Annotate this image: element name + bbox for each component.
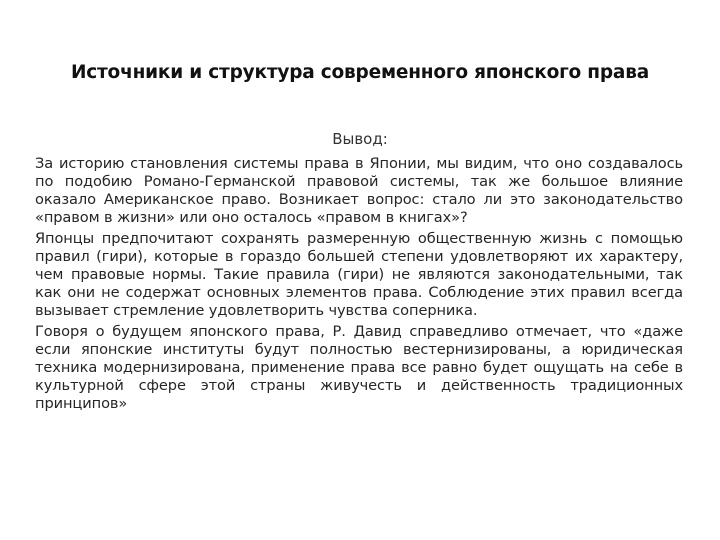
slide-title: Источники и структура современного японского права <box>70 62 650 83</box>
paragraph-3: Говоря о будущем японского права, Р. Давид справедливо отмечает, что «даже если японские институты будут полностью вестернизированы, а юридическая техника модернизирована, применение права все равно будет ощущать на себе в культурной сфере этой страны живучесть и действенность традиционных принципов» <box>35 323 683 412</box>
slide-body <box>35 155 683 416</box>
slide-subtitle: Вывод: <box>332 130 388 148</box>
paragraph-2: Японцы предпочитают сохранять размеренную общественную жизнь с помощью правил (гири), которые в гораздо большей степени удовлетворяют их характеру, чем правовые нормы. Такие правила (гири) не являются законодательными, так как они не содержат основных элементов права. Соблюдение этих правил всегда вызывает стремление удовлетворить чувства соперника. <box>35 230 683 319</box>
paragraph-1: За историю становления системы права в Японии, мы видим, что оно создавалось по подобию Романо-Германской правовой системы, так же большое влияние оказало Американское право. Возникает вопрос: стало ли это законодательство «правом в жизни» или оно осталось «правом в книгах»? <box>35 155 683 226</box>
